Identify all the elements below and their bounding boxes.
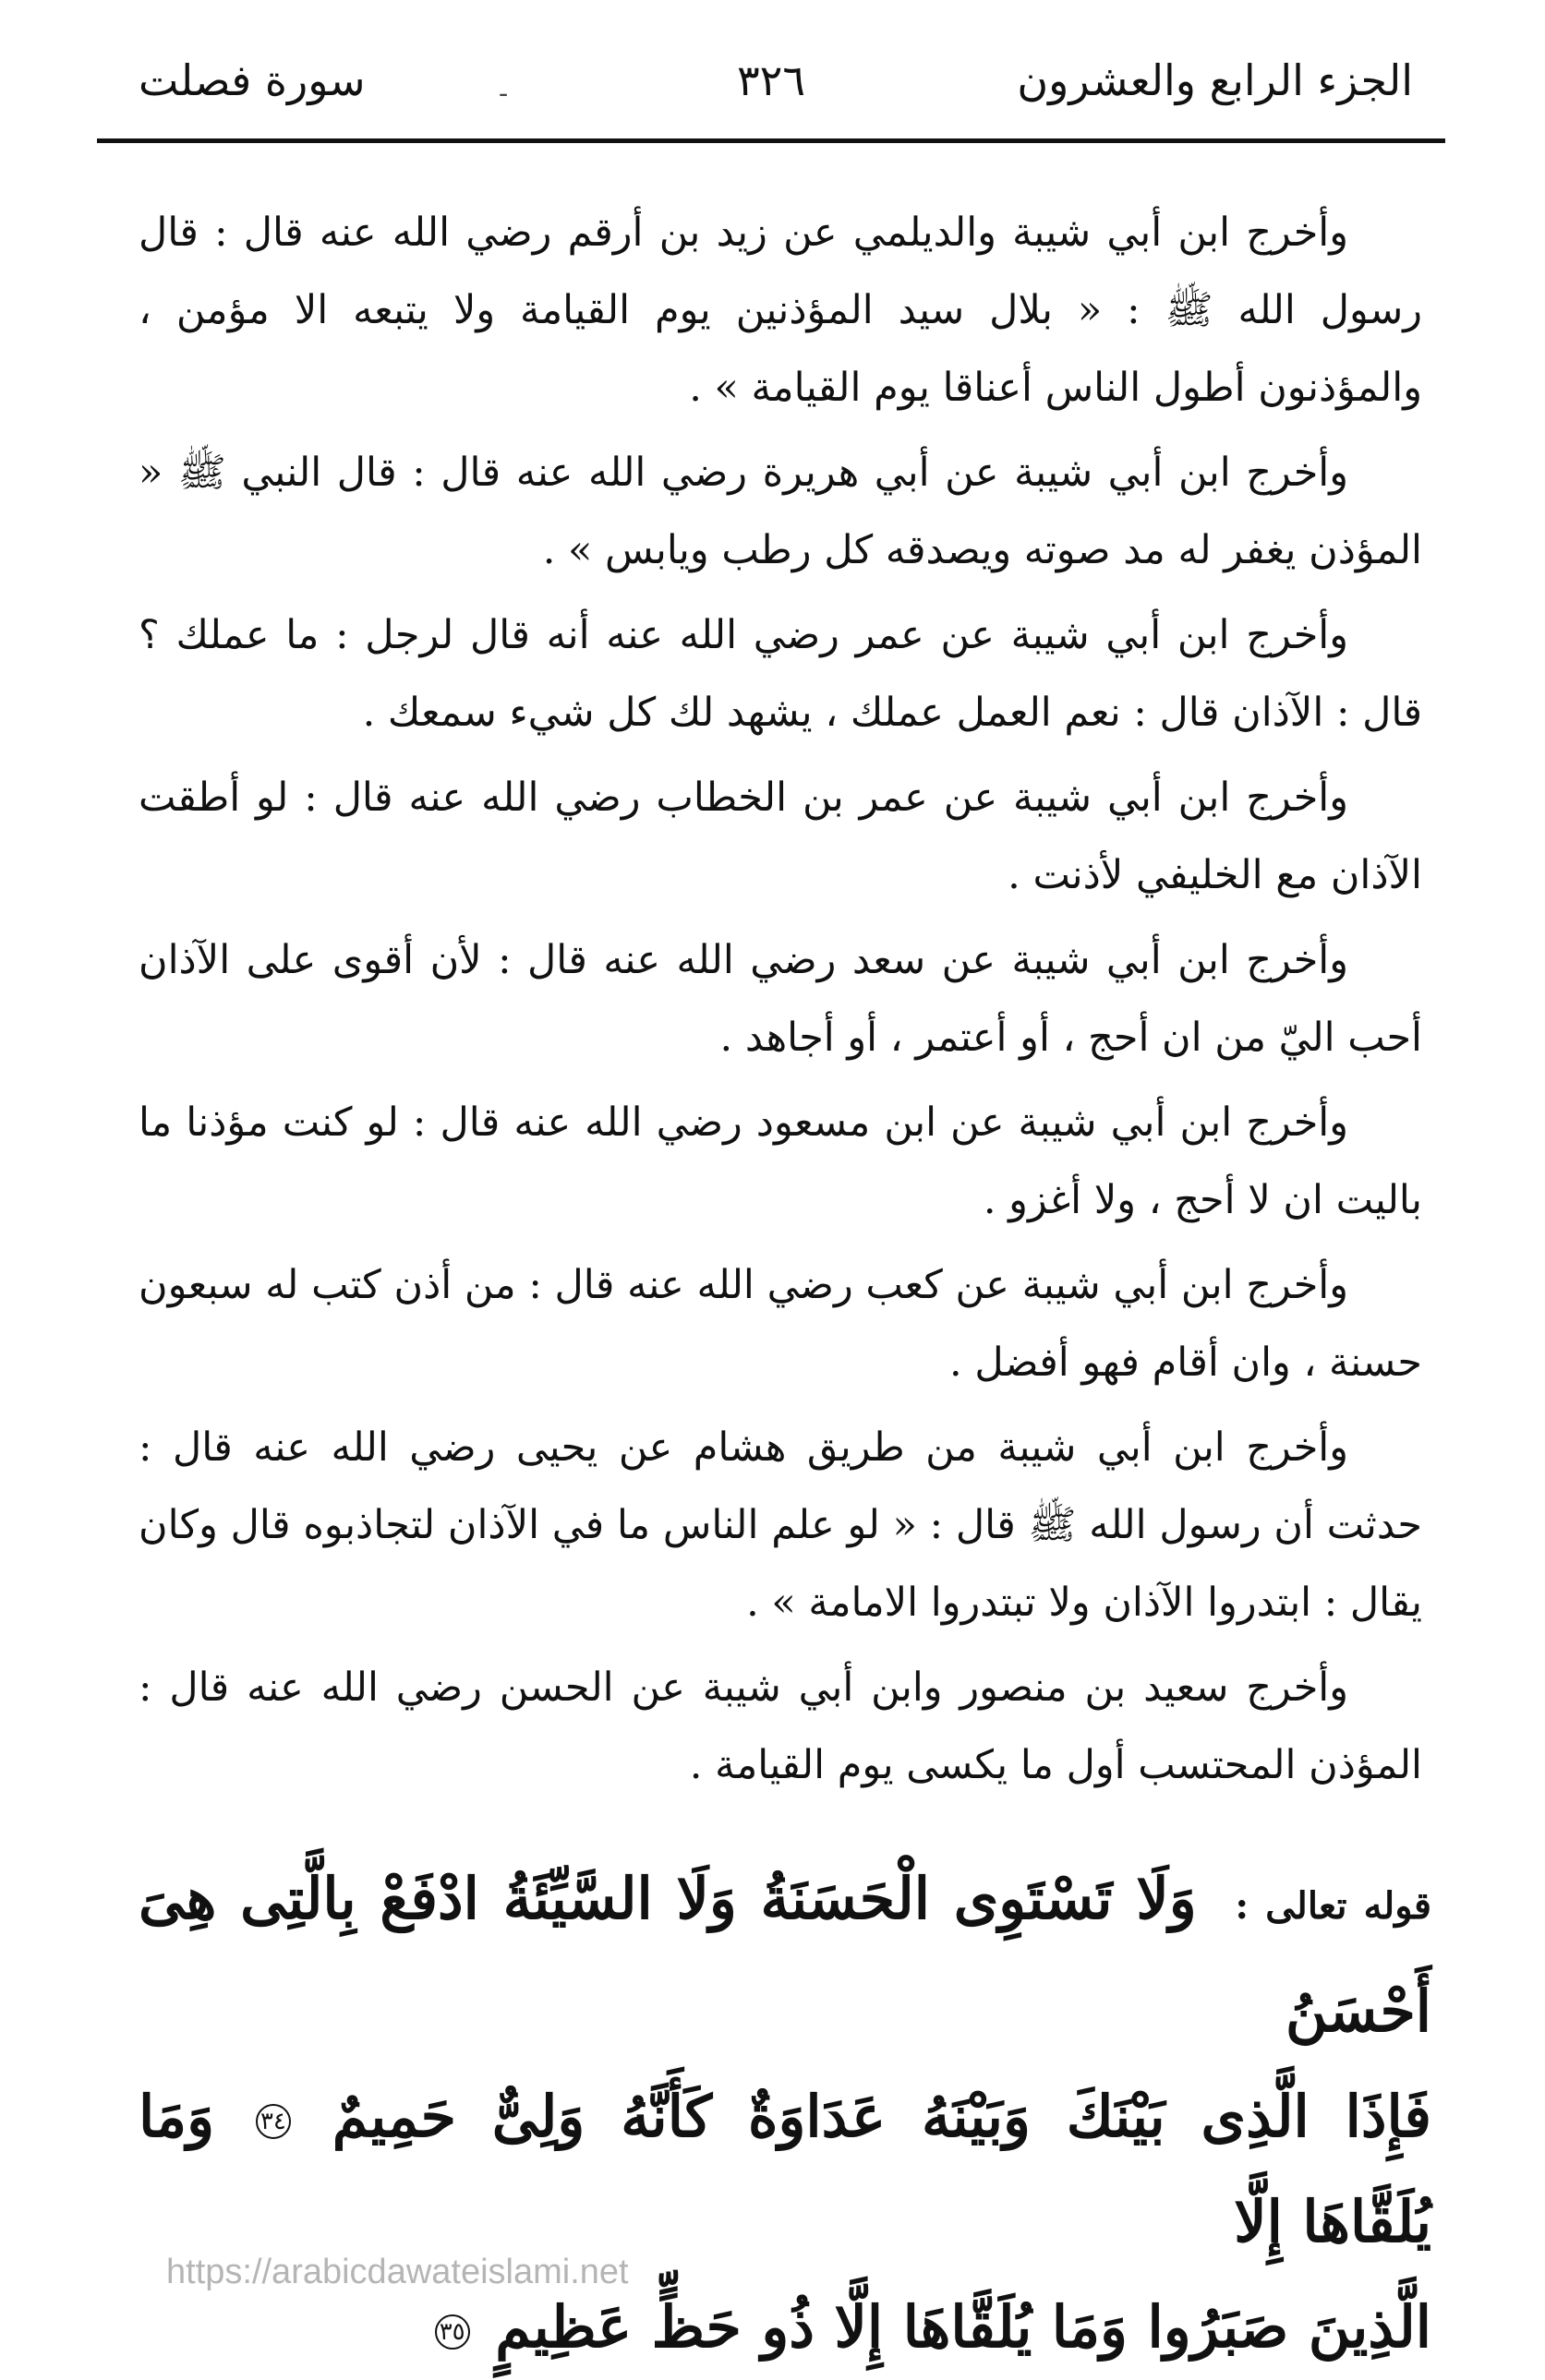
- page-body: [139, 194, 1422, 1811]
- header-rule: [97, 138, 1445, 143]
- juz-title: الجزء الرابع والعشرون: [1017, 55, 1413, 105]
- paragraph-4: وأخرج ابن أبي شيبة عن عمر بن الخطاب رضي الله عنه قال : لو أطقت الآذان مع الخليفي لأذنت .: [139, 775, 1422, 898]
- surah-title: سورة فصلت: [139, 55, 366, 105]
- paragraph-9: وأخرج سعيد بن منصور وابن أبي شيبة عن الحسن رضي الله عنه قال : المؤذن المحتسب أول ما يكسى يوم القيامة .: [139, 1665, 1422, 1788]
- verse-text-2b: وَمَا يُلَقَّاهَا إِلَّا: [139, 2083, 1431, 2255]
- quran-line-1: [139, 1846, 1431, 2064]
- paragraph-3: وأخرج ابن أبي شيبة عن عمر رضي الله عنه أنه قال لرجل : ما عملك ؟ قال : الآذان قال : نعم العمل عملك ، يشهد لك كل شيء سمعك .: [139, 612, 1422, 736]
- paragraph-2: وأخرج ابن أبي شيبة عن أبي هريرة رضي الله عنه قال : قال النبي ﷺ « المؤذن يغفر له مد صوته ويصدقه كل رطب ويابس » .: [139, 450, 1422, 573]
- page-header: [92, 55, 1450, 148]
- paragraph-6: وأخرج ابن أبي شيبة عن ابن مسعود رضي الله عنه قال : لو كنت مؤذنا ما باليت ان لا أحج ، ولا أغزو .: [139, 1100, 1422, 1223]
- header-dash: -: [499, 78, 509, 110]
- verse-text-1: وَلَا تَسْتَوِى الْحَسَنَةُ وَلَا السَّيِّئَةُ ادْفَعْ بِالَّتِى هِىَ أَحْسَنُ: [139, 1865, 1431, 2045]
- source-watermark: https://arabicdawateislami.net: [166, 2253, 629, 2291]
- paragraph-8: وأخرج ابن أبي شيبة من طريق هشام عن يحيى رضي الله عنه قال : حدثت أن رسول الله ﷺ قال : « لو علم الناس ما في الآذان لتجاذبوه قال وكان يقال : ابتدروا الآذان ولا تبتدروا الامامة » .: [139, 1424, 1422, 1626]
- paragraph-5: وأخرج ابن أبي شيبة عن سعد رضي الله عنه قال : لأن أقوى على الآذان أحب اليّ من ان أحج ، أو أعتمر ، أو أجاهد .: [139, 937, 1422, 1061]
- page-number: ٣٢٦: [736, 55, 806, 105]
- quran-line-2: [139, 2064, 1431, 2275]
- verse-text-2: فَإِذَا الَّذِى بَيْنَكَ وَبَيْنَهُ عَدَاوَةٌ كَأَنَّهُ وَلِىٌّ حَمِيمٌ: [332, 2083, 1431, 2150]
- quran-verse-block: [139, 1846, 1431, 2380]
- quran-intro: قوله تعالى :: [1235, 1884, 1431, 1928]
- verse-text-3: الَّذِينَ صَبَرُوا وَمَا يُلَقَّاهَا إِلَّا ذُو حَظٍّ عَظِيمٍ: [495, 2293, 1431, 2361]
- ayah-number-34: ٣٤: [256, 2104, 291, 2139]
- paragraph-1: وأخرج ابن أبي شيبة والديلمي عن زيد بن أرقم رضي الله عنه قال : قال رسول الله ﷺ : « بلال سيد المؤذنين يوم القيامة ولا يتبعه الا مؤمن ، والمؤذنون أطول الناس أعناقا يوم القيامة » .: [139, 210, 1422, 411]
- paragraph-7: وأخرج ابن أبي شيبة عن كعب رضي الله عنه قال : من أذن كتب له سبعون حسنة ، وان أقام فهو أفضل .: [139, 1262, 1422, 1386]
- ayah-number-35: ٣٥: [435, 2314, 470, 2350]
